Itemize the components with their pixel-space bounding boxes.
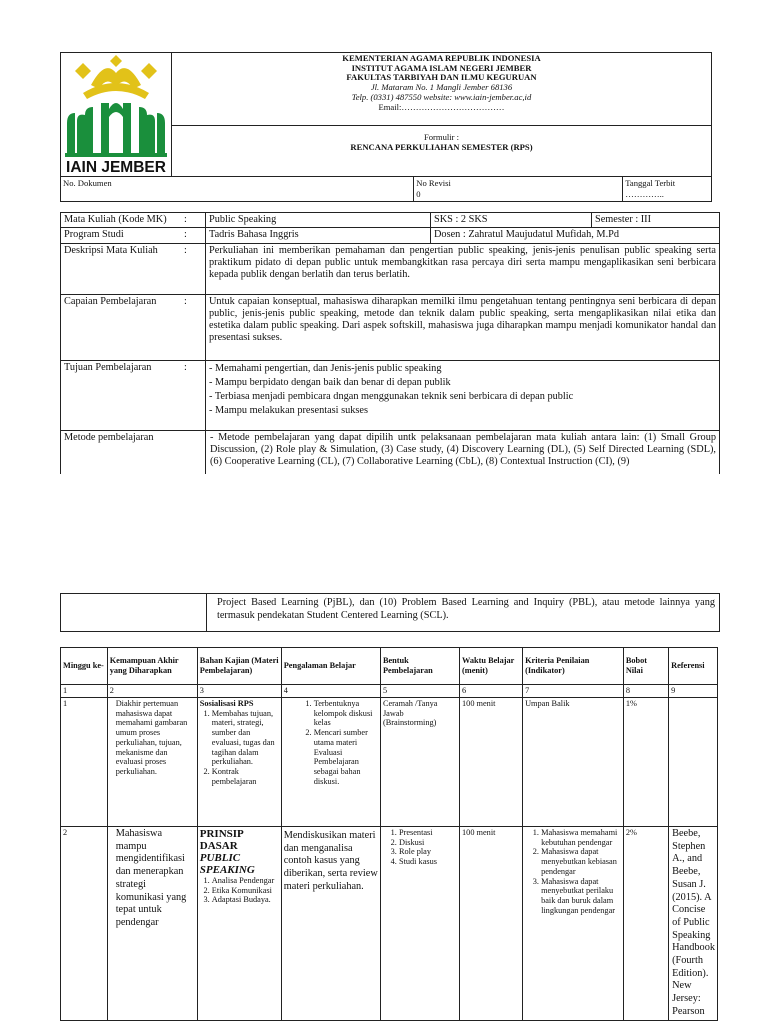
topic-subtitle: PUBLIC SPEAKING <box>199 852 255 876</box>
col-week-header: Minggu ke- <box>61 648 108 685</box>
goal-list <box>206 360 720 430</box>
col-ability-header: Kemampuan Akhir yang Diharapkan <box>107 648 197 685</box>
description-text: Perkuliahan ini memberikan pemahaman dan pengertian public speaking, jenis-jenis penulisan public speaking serta praktikum pidato di depan public untuk membangkitkan rasa percaya diri serta mampu mengaplikasikan seni berbicara kepada publik dengan berlatih dan terus berlatih. <box>206 243 720 294</box>
form-cell <box>380 827 459 1021</box>
form-item: 2. Diskusi <box>399 838 457 848</box>
logo-cell <box>61 53 172 177</box>
reference-cell <box>669 698 718 827</box>
form-block <box>172 126 712 177</box>
criteria-cell: Umpan Balik <box>523 698 624 827</box>
topic-item: 2. Etika Komunikasi <box>212 886 279 896</box>
col-number: 9 <box>669 685 718 698</box>
ability-cell: Mahasiswa mampu mengidentifikasi dan menerapkan strategi komunikasi yang tepat untuk pendengar <box>107 827 197 1021</box>
issue-date-value: ………….. <box>625 189 664 199</box>
form-label: Formulir : <box>423 132 460 142</box>
criteria-item: 3. Mahasiswa dapat menyebutkat perilaku baik dan buruk dalam lingkungan pendengar <box>541 877 621 916</box>
table-row <box>61 698 718 827</box>
table-row <box>61 827 718 1021</box>
col-number: 7 <box>523 685 624 698</box>
iain-jember-logo <box>61 53 171 175</box>
criteria-cell <box>523 827 624 1021</box>
col-number: 1 <box>61 685 108 698</box>
form-item: 4. Studi kasus <box>399 857 457 867</box>
goal-item: - Mampu melakukan presentasi sukses <box>209 404 368 416</box>
col-number: 2 <box>107 685 197 698</box>
experience-item: 1. Terbentuknya kelompok diskusi kelas <box>314 699 378 728</box>
goal-label: Tujuan Pembelajaran <box>64 361 152 373</box>
method-label-cell <box>61 430 206 474</box>
course-name: Public Speaking <box>206 213 431 228</box>
revision-cell <box>414 177 623 202</box>
contact: Telp. (0331) 487550 website: www.iain-jember.ac,id <box>351 91 532 102</box>
week-cell: 1 <box>61 698 108 827</box>
weight-cell: 1% <box>623 698 668 827</box>
faculty-name: FAKULTAS TARBIYAH DAN ILMU KEGURUAN <box>346 72 537 83</box>
topic-title: Sosialisasi RPS <box>199 699 254 708</box>
form-item: 3. Role play <box>399 847 457 857</box>
course-label-cell: Mata Kuliah (Kode MK) : <box>61 213 206 228</box>
goal-item: - Memahami pengertian, dan Jenis-jenis public speaking <box>209 362 442 374</box>
goal-label-cell: Tujuan Pembelajaran : <box>61 360 206 430</box>
col-number: 6 <box>460 685 523 698</box>
issue-date-cell <box>623 177 712 202</box>
experience-cell <box>281 698 380 827</box>
description-label-cell: Deskripsi Mata Kuliah : <box>61 243 206 294</box>
ministry-name: KEMENTERIAN AGAMA REPUBLIK INDONESIA <box>342 53 541 63</box>
experience-cell: Mendiskusikan materi dan menganalisa contoh kasus yang diberikan, serta review materi perkuliahan. <box>281 827 380 1021</box>
col-topic-header: Bahan Kajian (Materi Pembelajaran) <box>197 648 281 685</box>
method-text: - Metode pembelajaran yang dapat dipilih untk pelaksanaan pembelajaran mata kuliah antara lain: (1) Small Group Discussion, (2) Role play & Simulation, (3) Case study, (4) Discovery Learning (DL), (5) Self Directed Learning (SDL), (6) Cooperative Learning (CL), (7) Collaborative Learning (CbL), (8) Contextual Instruction (CI), (9) <box>206 430 720 474</box>
revision-value: 0 <box>416 189 421 199</box>
sks: SKS : 2 SKS <box>431 213 592 228</box>
col-criteria-header: Kriteria Penilaian (Indikator) <box>523 648 624 685</box>
col-reference-header: Referensi <box>669 648 718 685</box>
reference-cell: Beebe, Stephen A., and Beebe, Susan J. (2015). A Concise of Public Speaking Handbook (Fourth Edition). New Jersey: Pearson <box>669 827 718 1021</box>
semester: Semester : III <box>592 213 720 228</box>
col-number: 8 <box>623 685 668 698</box>
col-experience-header: Pengalaman Belajar <box>281 648 380 685</box>
criteria-item: 2. Mahasiswa dapat menyebutkan kebiasan pendengar <box>541 847 621 876</box>
doc-number-label: No. Dokumen <box>63 178 112 188</box>
goal-item: - Terbiasa menjadi pembicara dngan menggunakan teknik seni berbicara di depan public <box>209 390 574 402</box>
goal-item: - Mampu berpidato dengan baik dan benar di depan publik <box>209 376 451 388</box>
method-continuation-text: Project Based Learning (PjBL), dan (10) Problem Based Learning and Inquiry (PBL), atau metode lainnya yang termasuk pendekatan Student Centered Learning (SCL). <box>207 594 720 632</box>
description-label: Deskripsi Mata Kuliah <box>64 244 158 256</box>
course-info-table <box>60 212 720 474</box>
email: Email:……………………………… <box>378 101 505 112</box>
form-item: 1. Presentasi <box>399 828 457 838</box>
topic-item: 2. Kontrak pembelajaran <box>212 767 279 786</box>
col-weight-header: Bobot Nilai <box>623 648 668 685</box>
method-continuation-table <box>60 593 720 632</box>
col-form-header: Bentuk Pembelajaran <box>380 648 459 685</box>
doc-number-cell <box>61 177 414 202</box>
program-label-cell: Program Studi : <box>61 228 206 243</box>
time-cell: 100 menit <box>460 698 523 827</box>
address: Jl. Mataram No. 1 Mangli Jember 68136 <box>370 82 513 93</box>
topic-item: 3. Adaptasi Budaya. <box>212 895 279 905</box>
experience-item: 2. Mencari sumber utama materi Evaluasi Pembelajaran sebagai bahan diskusi. <box>314 728 378 786</box>
topic-cell <box>197 827 281 1021</box>
outcome-label: Capaian Pembelajaran <box>64 295 157 307</box>
document-header <box>60 52 712 202</box>
continuation-label-cell <box>61 594 207 632</box>
week-cell: 2 <box>61 827 108 1021</box>
time-cell: 100 menit <box>460 827 523 1021</box>
topic-cell <box>197 698 281 827</box>
revision-label: No Revisi <box>416 178 451 188</box>
ability-cell: Diakhir pertemuan mahasiswa dapat memahami gambaran umum proses perkuliahan, tujuan, mekanisme dan evaluasi proses perkuliahan. <box>107 698 197 827</box>
logo-text: IAIN JEMBER <box>66 159 166 175</box>
weekly-plan-table <box>60 647 718 1021</box>
institute-name: INSTITUT AGAMA ISLAM NEGERI JEMBER <box>351 62 532 73</box>
issue-date-label: Tanggal Terbit <box>625 178 676 188</box>
weight-cell: 2% <box>623 827 668 1021</box>
form-cell: Ceramah /Tanya Jawab (Brainstorming) <box>380 698 459 827</box>
outcome-text: Untuk capaian konseptual, mahasiswa diharapkan memilki ilmu pengetahuan tentang pentingnya seni berbicara di depan public, jenis-jenis public speaking, metode dan teknik dalam public speaking, serta mengaplikasikan nilai etika dan estetika dalam public speaking. Dari aspek softskill, mahasiswa juga diharapkan mampu menjadi komunikator handal dan presentasi sukses. <box>206 294 720 360</box>
col-number: 4 <box>281 685 380 698</box>
col-number: 3 <box>197 685 281 698</box>
col-time-header: Waktu Belajar (menit) <box>460 648 523 685</box>
topic-item: 1. Membahas tujuan, materi, strategi, sumber dan evaluasi, tugas dan tagihan dalam perkuliahan. <box>212 709 279 767</box>
program-name: Tadris Bahasa Inggris <box>206 228 431 243</box>
criteria-item: 1. Mahasiswa memahami kebutuhan pendengar <box>541 828 621 847</box>
col-number: 5 <box>380 685 459 698</box>
lecturer: Dosen : Zahratul Maujudatul Mufidah, M.Pd <box>431 228 720 243</box>
program-label: Program Studi <box>64 229 124 241</box>
method-label: Metode pembelajaran <box>64 431 154 443</box>
topic-title: PRINSIP DASAR <box>199 828 244 852</box>
outcome-label-cell: Capaian Pembelajaran : <box>61 294 206 360</box>
topic-item: 1. Analisa Pendengar <box>212 876 279 886</box>
course-label: Mata Kuliah (Kode MK) <box>64 214 167 225</box>
institution-block <box>172 53 712 126</box>
form-title: RENCANA PERKULIAHAN SEMESTER (RPS) <box>350 142 533 152</box>
